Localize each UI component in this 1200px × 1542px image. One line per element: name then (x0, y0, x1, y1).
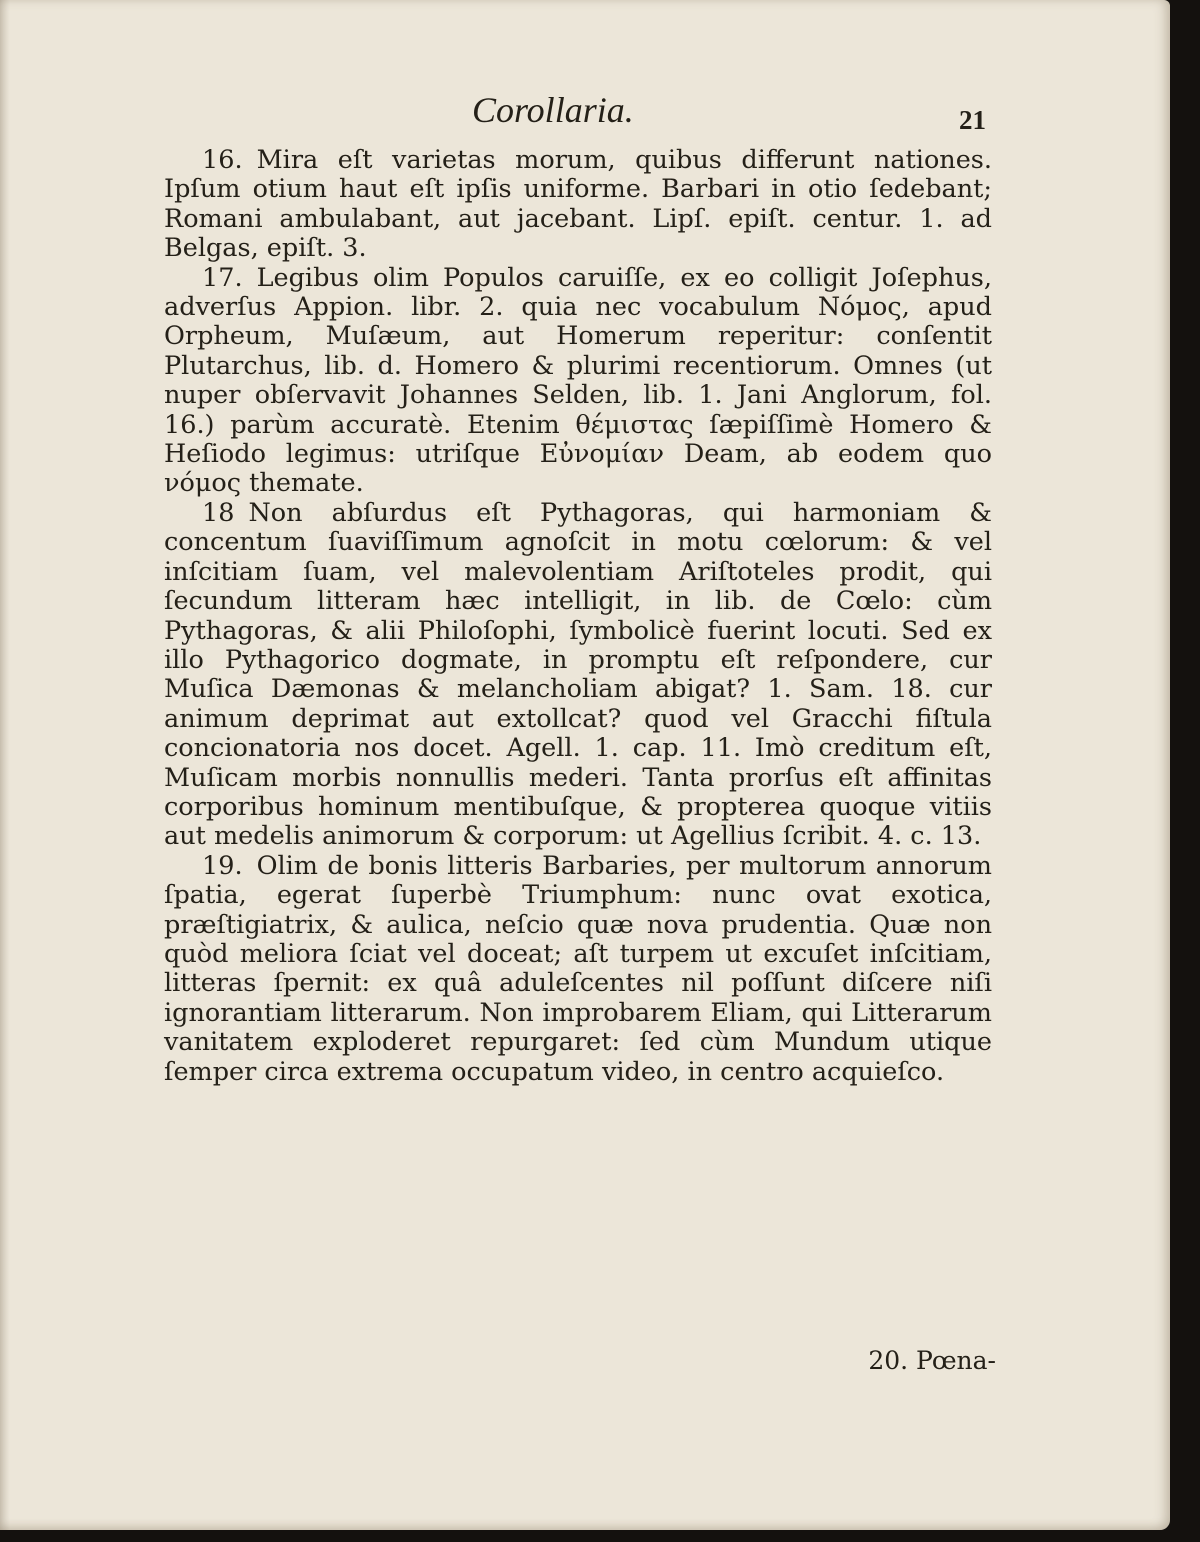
corollary-16 (164, 146, 992, 264)
corollary-number: 16. (202, 145, 243, 175)
corollary-number: 17. (202, 262, 243, 293)
corollary-18 (164, 499, 992, 852)
corollary-text: Non abſurdus eſt Pythagoras, qui harmoniam & concentum ſuaviſſimum agnoſcit in motu cœlorum: & vel inſcitiam ſuam, vel malevolentiam Ariſtoteles prodit, qui ſecundum litteram hæc intelligit, in lib. de Cœlo: cùm Pythagoras, & alii Philoſophi, ſymbolicè fuerint locuti. Sed ex illo Pythagorico dogmate, in promptu eſt reſpondere, cur Muſica Dæmonas & melancholiam abigat? 1. Sam. 18. cur animum deprimat aut extollcat? quod vel Gracchi fiſtula concionatoria nos docet. Agell. 1. cap. 11. Imò creditum eſt, Muſicam morbis nonnullis mederi. Tanta prorſus eſt affinitas corporibus hominum mentibuſque, & propterea quoque vitiis aut medelis animorum & corporum: ut Agellius ſcribit. 4. c. 13. (164, 497, 992, 852)
corollary-text: Legibus olim Populos caruiſſe, ex eo colligit Joſephus, adverſus Appion. libr. 2. quia nec vocabulum Νόμος, apud Orpheum, Muſæum, aut Homerum reperitur: conſentit Plutarchus, lib. d. Homero & plurimi recentiorum. Omnes (ut nuper obſervavit Johannes Selden, lib. 1. Jani Anglorum, fol. 16.) parùm accuratè. Etenim θέμιστας ſæpiſſimè Homero & Heſiodo legimus: utriſque Εὐνομίαν Deam, ab eodem quo νόμος themate. (164, 262, 992, 499)
page-gutter-shadow (0, 0, 10, 1530)
corollary-text: Olim de bonis litteris Barbaries, per multorum annorum ſpatia, egerat ſuperbè Triumphum: nunc ovat exotica, præſtigiatrix, & aulica, neſcio quæ nova prudentia. Quæ non quòd meliora ſciat vel doceat; aſt turpem ut excuſet inſcitiam, litteras ſpernit: ex quâ aduleſcentes nil poſſunt diſcere niſi ignorantiam litterarum. Non improbarem Eliam, qui Litterarum vanitatem exploderet repurgaret: ſed cùm Mundum utique ſemper circa extrema occupatum video, in centro acquieſco. (164, 850, 992, 1087)
corollary-17 (164, 264, 992, 499)
corollary-number: 19. (202, 850, 243, 881)
page-number: 21 (959, 105, 986, 135)
page-header (164, 88, 992, 146)
corollary-text: Mira eſt varietas morum, quibus differunt nationes. Ipſum otium haut eſt ipſis uniforme. Barbari in otio ſedebant; Romani ambulabant, aut jacebant. Lipſ. epiſt. centur. 1. ad Belgas, epiſt. 3. (164, 145, 992, 264)
corollary-number: 18 (202, 497, 235, 528)
corollary-19 (164, 852, 992, 1087)
running-title: Corollaria. (472, 90, 634, 130)
catchword: 20. Pœna- (868, 1346, 996, 1375)
page-text-block (164, 88, 992, 1087)
